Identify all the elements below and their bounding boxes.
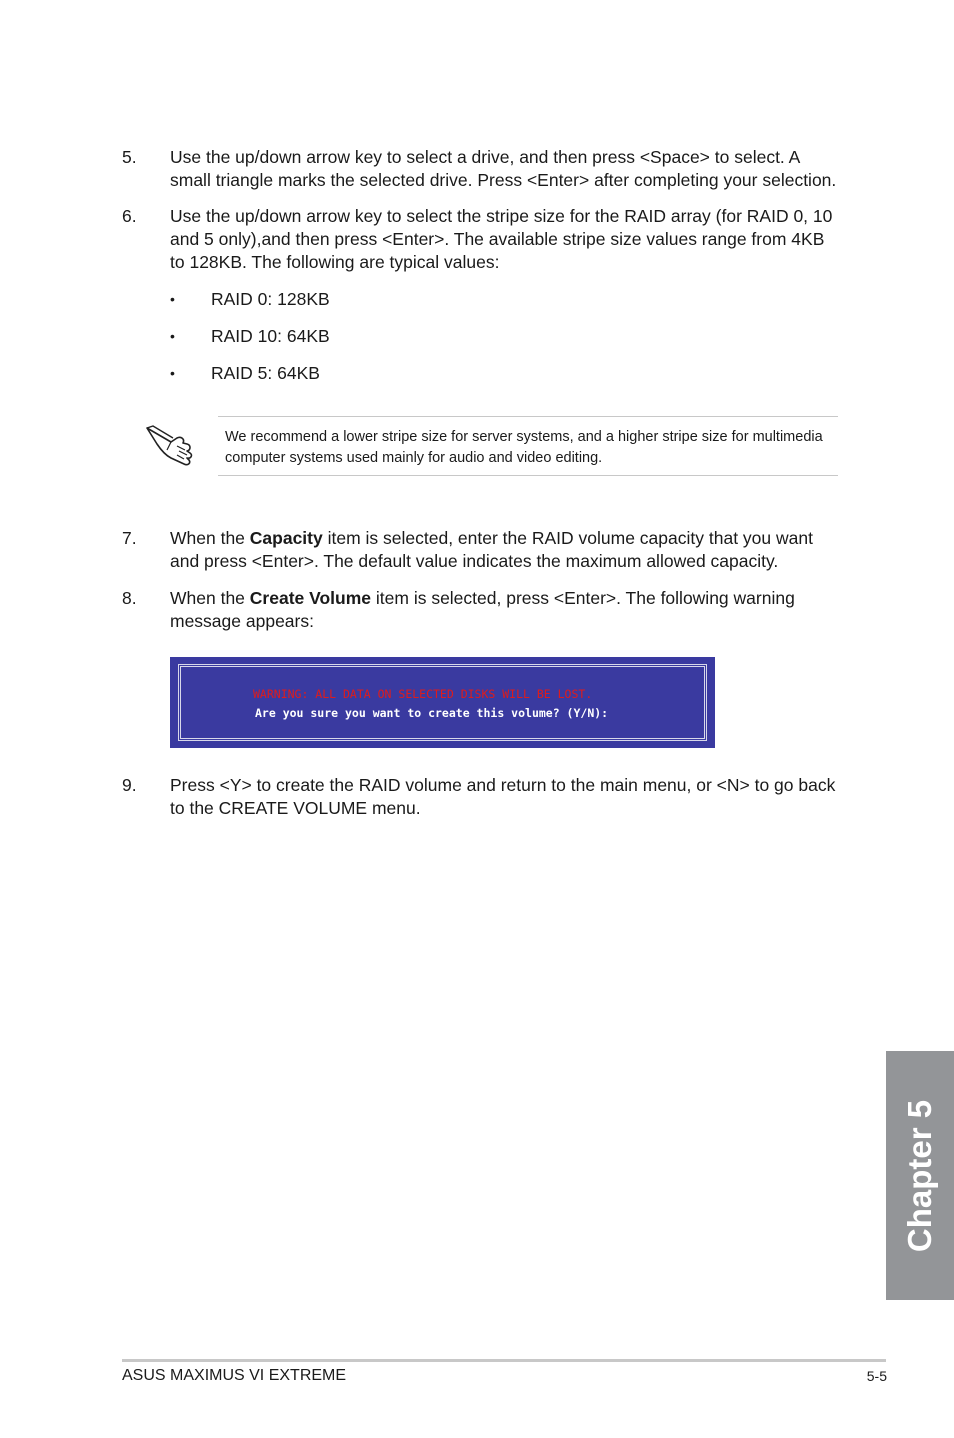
footer-page-number: 5-5 — [866, 1368, 887, 1384]
step-number: 5. — [122, 147, 137, 167]
chapter-tab — [886, 1051, 954, 1300]
create-volume-term: Create Volume — [249, 588, 372, 608]
step-text: Press <Y> to create the RAID volume and return to the main menu, or <N> to go back to the CREATE VOLUME menu. — [170, 775, 836, 818]
bullet-dot: • — [170, 365, 175, 381]
step-8 — [122, 587, 842, 633]
step-text: When the Capacity item is selected, enter the RAID volume capacity that you want and press <Enter>. The default value indicates the maximum allowed capacity. — [170, 528, 813, 571]
step-text: Use the up/down arrow key to select a drive, and then press <Space> to select. A small triangle marks the selected drive. Press <Enter> after completing your selection. — [170, 147, 837, 190]
step-7 — [122, 527, 842, 573]
step-text: Use the up/down arrow key to select the stripe size for the RAID array (for RAID 0, 10 and 5 only),and then press <Enter>. The available stripe size values range from 4KB to 128KB. The following are typical values: — [170, 206, 833, 272]
confirm-prompt: Are you sure you want to create this volume? (Y/N): — [255, 706, 609, 720]
step-number: 8. — [122, 588, 137, 608]
step-number: 9. — [122, 775, 137, 795]
bullet-dot: • — [170, 328, 175, 344]
bullet-raid5 — [170, 362, 320, 385]
footer-product: ASUS MAXIMUS VI EXTREME — [122, 1367, 347, 1384]
bullet-raid0 — [170, 288, 330, 311]
step-number: 7. — [122, 528, 137, 548]
step-text: When the Create Volume item is selected, press <Enter>. The following warning message appears: — [170, 588, 795, 631]
chapter-label: Chapter 5 — [901, 1099, 938, 1252]
bios-warning-dialog — [170, 657, 715, 748]
step-6 — [122, 205, 842, 274]
warning-text: WARNING: ALL DATA ON SELECTED DISKS WILL BE LOST. — [253, 687, 593, 701]
bullet-dot: • — [170, 291, 175, 307]
note-text: We recommend a lower stripe size for server systems, and a higher stripe size for multimedia computer systems used mainly for audio and video editing. — [225, 429, 823, 466]
step-9 — [122, 774, 842, 820]
hand-pointing-icon — [143, 420, 201, 466]
capacity-term: Capacity — [249, 528, 323, 548]
step-number: 6. — [122, 206, 137, 226]
note-box — [218, 416, 838, 476]
footer-divider — [122, 1359, 886, 1362]
bullet-text: RAID 0: 128KB — [211, 289, 330, 309]
dialog-frame — [178, 664, 707, 741]
step-5 — [122, 146, 842, 192]
bullet-raid10 — [170, 325, 330, 348]
bullet-text: RAID 5: 64KB — [211, 363, 320, 383]
bullet-text: RAID 10: 64KB — [211, 326, 330, 346]
